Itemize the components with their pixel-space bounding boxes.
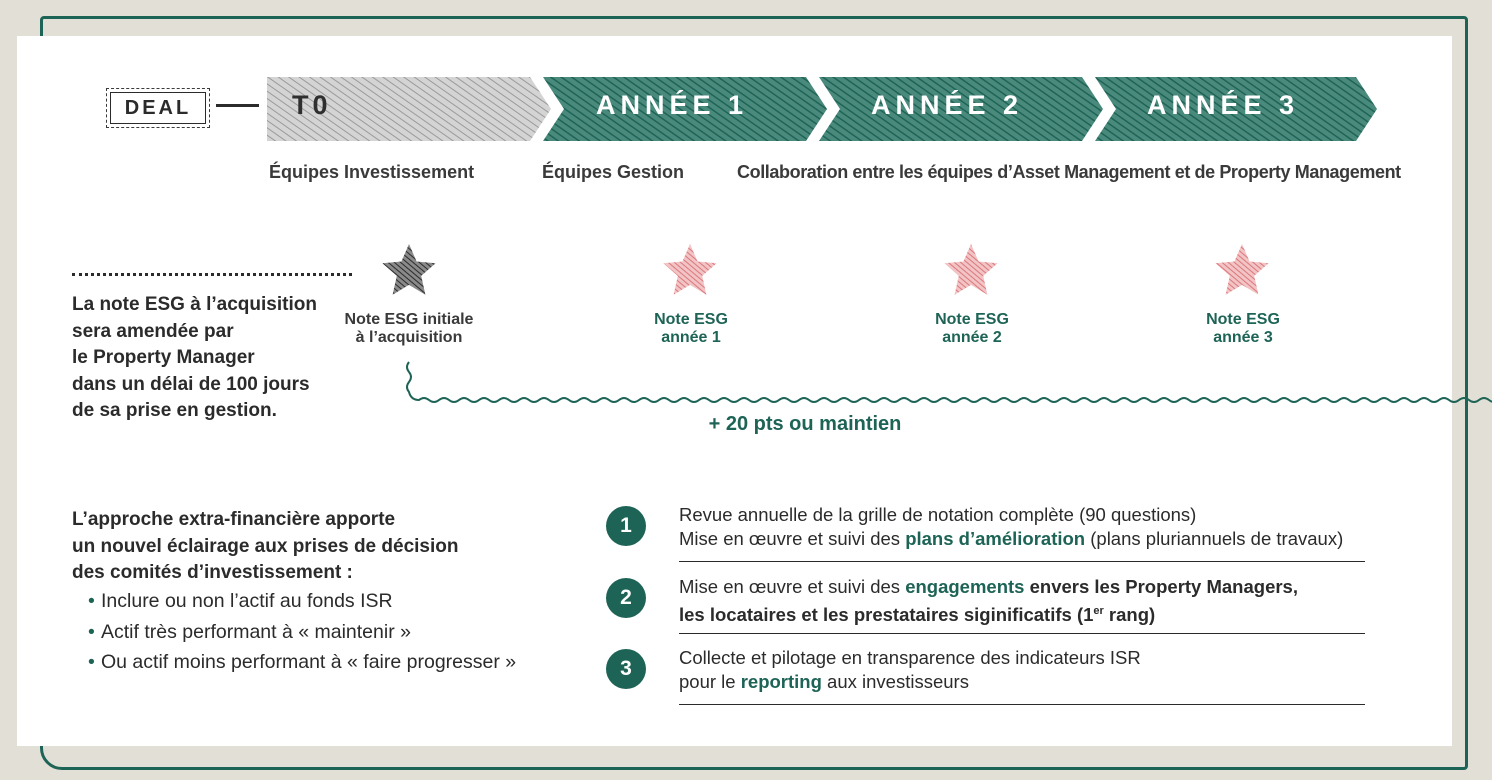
bullet-icon: •: [88, 651, 95, 673]
step-1-text: [679, 503, 1343, 551]
step-3-text: [679, 646, 1141, 694]
star-label-line: Note ESG: [935, 311, 1009, 328]
team-investissement: Équipes Investissement: [269, 162, 475, 182]
phase-label-annee-3: ANNÉE 3: [1147, 90, 1300, 120]
star-icon-annee-3: [1215, 244, 1268, 295]
step-number-3: 3: [606, 649, 646, 689]
star-label-line: année 3: [1213, 329, 1273, 346]
step-divider: [679, 633, 1365, 634]
team-gestion: Équipes Gestion: [542, 162, 685, 182]
bullet-icon: •: [88, 590, 95, 612]
intro-text: [72, 292, 342, 425]
step-divider: [679, 561, 1365, 562]
bullet-text: Ou actif moins performant à « faire progresser »: [101, 651, 517, 673]
dotted-separator: [72, 273, 352, 276]
step-line: Collecte et pilotage en transparence des indicateurs ISR: [679, 647, 1141, 668]
phase-label-t0: T0: [292, 90, 332, 120]
star-label-line: Note ESG initiale: [344, 311, 474, 328]
approach-line: L’approche extra-financière apporte: [72, 509, 396, 530]
step-line: Revue annuelle de la grille de notation complète (90 questions): [679, 504, 1197, 525]
step-line: Mise en œuvre et suivi des engagements envers les Property Managers,: [679, 576, 1298, 597]
deal-label: DEAL: [110, 92, 206, 124]
team-collaboration: Collaboration entre les équipes d’Asset Management et de Property Management: [737, 162, 1401, 182]
intro-line: le Property Manager: [72, 347, 255, 368]
step-line: pour le reporting aux investisseurs: [679, 671, 969, 692]
bullet-text: Actif très performant à « maintenir »: [101, 620, 411, 643]
wavy-brace: [407, 362, 1492, 402]
bullet-text: Inclure ou non l’actif au fonds ISR: [101, 590, 393, 612]
step-number-1: 1: [606, 506, 646, 546]
star-icon-annee-1: [663, 244, 716, 295]
intro-line: sera amendée par: [72, 320, 234, 342]
intro-line: dans un délai de 100 jours: [72, 373, 310, 395]
list-item: [88, 621, 516, 652]
step-divider: [679, 704, 1365, 705]
star-label-initial: [329, 311, 489, 347]
step-line: Mise en œuvre et suivi des plans d’amélioration (plans pluriannuels de travaux): [679, 528, 1344, 549]
star-label-line: Note ESG: [654, 311, 728, 328]
approach-bullets: [88, 590, 516, 682]
step-number-2: 2: [606, 578, 646, 618]
brace-label: + 20 pts ou maintien: [708, 413, 902, 435]
star-icon-annee-2: [944, 244, 997, 295]
bullet-icon: •: [88, 620, 95, 643]
intro-line: de sa prise en gestion.: [72, 400, 277, 421]
approach-line: un nouvel éclairage aux prises de décision: [72, 535, 459, 557]
list-item: [88, 651, 516, 682]
phase-label-annee-1: ANNÉE 1: [596, 90, 749, 120]
star-label-annee-3: [1163, 311, 1323, 347]
star-label-line: Note ESG: [1206, 311, 1280, 328]
star-label-line: année 1: [661, 329, 721, 346]
star-label-line: à l’acquisition: [355, 329, 463, 346]
phase-label-annee-2: ANNÉE 2: [871, 90, 1024, 120]
list-item: [88, 590, 516, 621]
star-label-annee-2: [892, 311, 1052, 347]
approach-heading: [72, 507, 512, 587]
star-label-annee-1: [611, 311, 771, 347]
step-2-text: [679, 575, 1298, 627]
star-icon-initial: [382, 244, 435, 295]
approach-line: des comités d’investissement :: [72, 562, 353, 583]
star-label-line: année 2: [942, 329, 1002, 346]
intro-line: La note ESG à l’acquisition: [72, 294, 317, 315]
step-line: les locataires et les prestataires siginificatifs (1er rang): [679, 604, 1156, 626]
